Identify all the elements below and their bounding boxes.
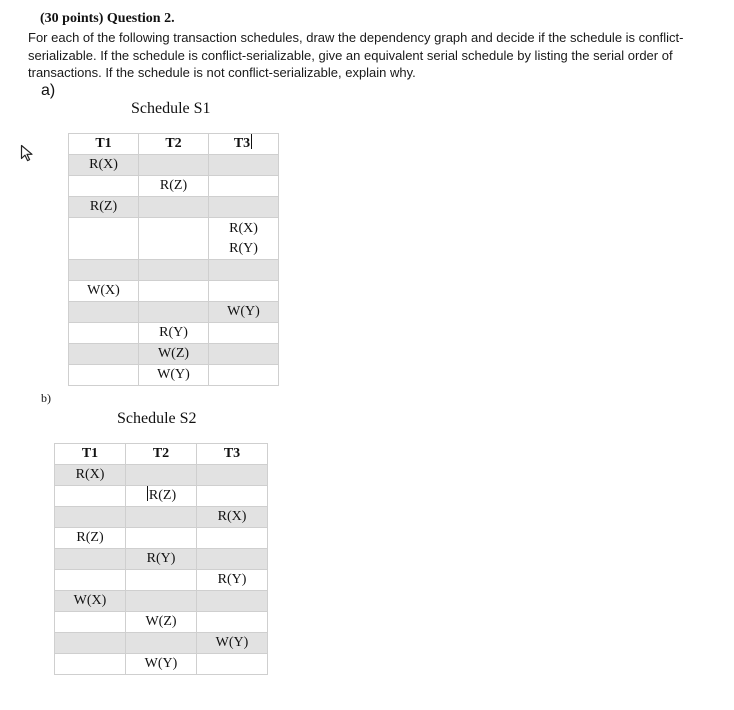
header-cell: T3 <box>197 444 268 465</box>
table-cell <box>69 365 139 386</box>
table-cell: R(Y) <box>139 323 209 344</box>
header-cell: T2 <box>126 444 197 465</box>
table-cell: R(X) <box>55 465 126 486</box>
table-row <box>69 197 279 218</box>
table-cell: R(Y) <box>126 549 197 570</box>
table-cell: R(Z) <box>126 486 197 507</box>
part-a-label: a) <box>41 82 56 99</box>
part-b-label: b) <box>41 391 51 405</box>
table-cell <box>126 591 197 612</box>
table-row <box>69 365 279 386</box>
table-cell <box>209 197 279 218</box>
table-cell <box>209 323 279 344</box>
header-cell: T1 <box>55 444 126 465</box>
table-row <box>55 612 268 633</box>
table-cell <box>55 507 126 528</box>
table-cell: R(X) R(Y) <box>209 218 279 260</box>
table-row <box>69 323 279 344</box>
table-cell <box>69 323 139 344</box>
table-cell <box>126 570 197 591</box>
table-cell <box>197 654 268 675</box>
table-row <box>69 260 279 281</box>
table-cell: R(Z) <box>69 197 139 218</box>
table-cell <box>55 654 126 675</box>
table-cell <box>126 633 197 654</box>
table-row <box>69 176 279 197</box>
schedule-s2-table <box>54 443 268 675</box>
table-cell <box>197 486 268 507</box>
table-header-row <box>55 444 268 465</box>
table-cell <box>139 302 209 323</box>
table-cell: W(Z) <box>126 612 197 633</box>
table-cell <box>139 260 209 281</box>
table-row <box>69 155 279 176</box>
table-row <box>55 507 268 528</box>
text-caret <box>147 486 148 501</box>
table-cell <box>139 197 209 218</box>
table-cell: W(X) <box>69 281 139 302</box>
table-cell <box>69 302 139 323</box>
table-cell <box>139 155 209 176</box>
table-cell: R(X) <box>69 155 139 176</box>
table-cell <box>197 465 268 486</box>
table-row <box>69 218 279 260</box>
header-cell: T1 <box>69 134 139 155</box>
table-cell <box>209 281 279 302</box>
table-cell <box>209 176 279 197</box>
table-row <box>69 281 279 302</box>
table-row <box>69 302 279 323</box>
table-cell <box>69 260 139 281</box>
table-cell: W(Z) <box>139 344 209 365</box>
table-row <box>69 344 279 365</box>
table-row <box>55 570 268 591</box>
table-cell <box>126 528 197 549</box>
table-row <box>55 654 268 675</box>
table-cell <box>55 570 126 591</box>
table-cell <box>55 486 126 507</box>
schedule-s1-table <box>68 133 279 386</box>
table-cell: R(Z) <box>55 528 126 549</box>
table-cell <box>197 528 268 549</box>
table-cell <box>69 344 139 365</box>
table-cell <box>197 591 268 612</box>
table-cell: W(Y) <box>197 633 268 654</box>
table-header-row <box>69 134 279 155</box>
table-cell <box>209 260 279 281</box>
table-cell <box>209 365 279 386</box>
table-cell: W(Y) <box>126 654 197 675</box>
table-row <box>55 549 268 570</box>
question-heading: (30 points) Question 2. <box>40 11 175 26</box>
table-cell: R(X) <box>197 507 268 528</box>
table-cell <box>197 612 268 633</box>
table-cell: W(X) <box>55 591 126 612</box>
table-cell <box>55 612 126 633</box>
table-row <box>55 528 268 549</box>
schedule-s2-title: Schedule S2 <box>117 410 197 427</box>
mouse-pointer-icon <box>20 144 34 162</box>
table-cell: W(Y) <box>209 302 279 323</box>
table-cell <box>197 549 268 570</box>
table-cell <box>209 155 279 176</box>
table-cell <box>139 218 209 260</box>
table-cell <box>126 507 197 528</box>
table-cell <box>126 465 197 486</box>
table-cell <box>55 633 126 654</box>
text-caret <box>251 134 252 149</box>
table-row <box>55 591 268 612</box>
table-cell <box>209 344 279 365</box>
table-cell: R(Y) <box>197 570 268 591</box>
schedule-s1-title: Schedule S1 <box>131 100 211 117</box>
table-cell <box>139 281 209 302</box>
header-cell: T2 <box>139 134 209 155</box>
table-cell <box>69 176 139 197</box>
table-cell <box>69 218 139 260</box>
question-instructions: For each of the following transaction schedules, draw the dependency graph and decide if the schedule is conflict-serializable. If the schedule is conflict-serializable, give an equivalent serial schedule by listing the serial order of transactions. If the schedule is not conflict-serializable, explain why. <box>28 30 684 80</box>
table-cell <box>55 549 126 570</box>
table-row <box>55 465 268 486</box>
header-cell: T3 <box>209 134 279 155</box>
table-row <box>55 486 268 507</box>
table-cell: W(Y) <box>139 365 209 386</box>
table-cell: R(Z) <box>139 176 209 197</box>
table-row <box>55 633 268 654</box>
